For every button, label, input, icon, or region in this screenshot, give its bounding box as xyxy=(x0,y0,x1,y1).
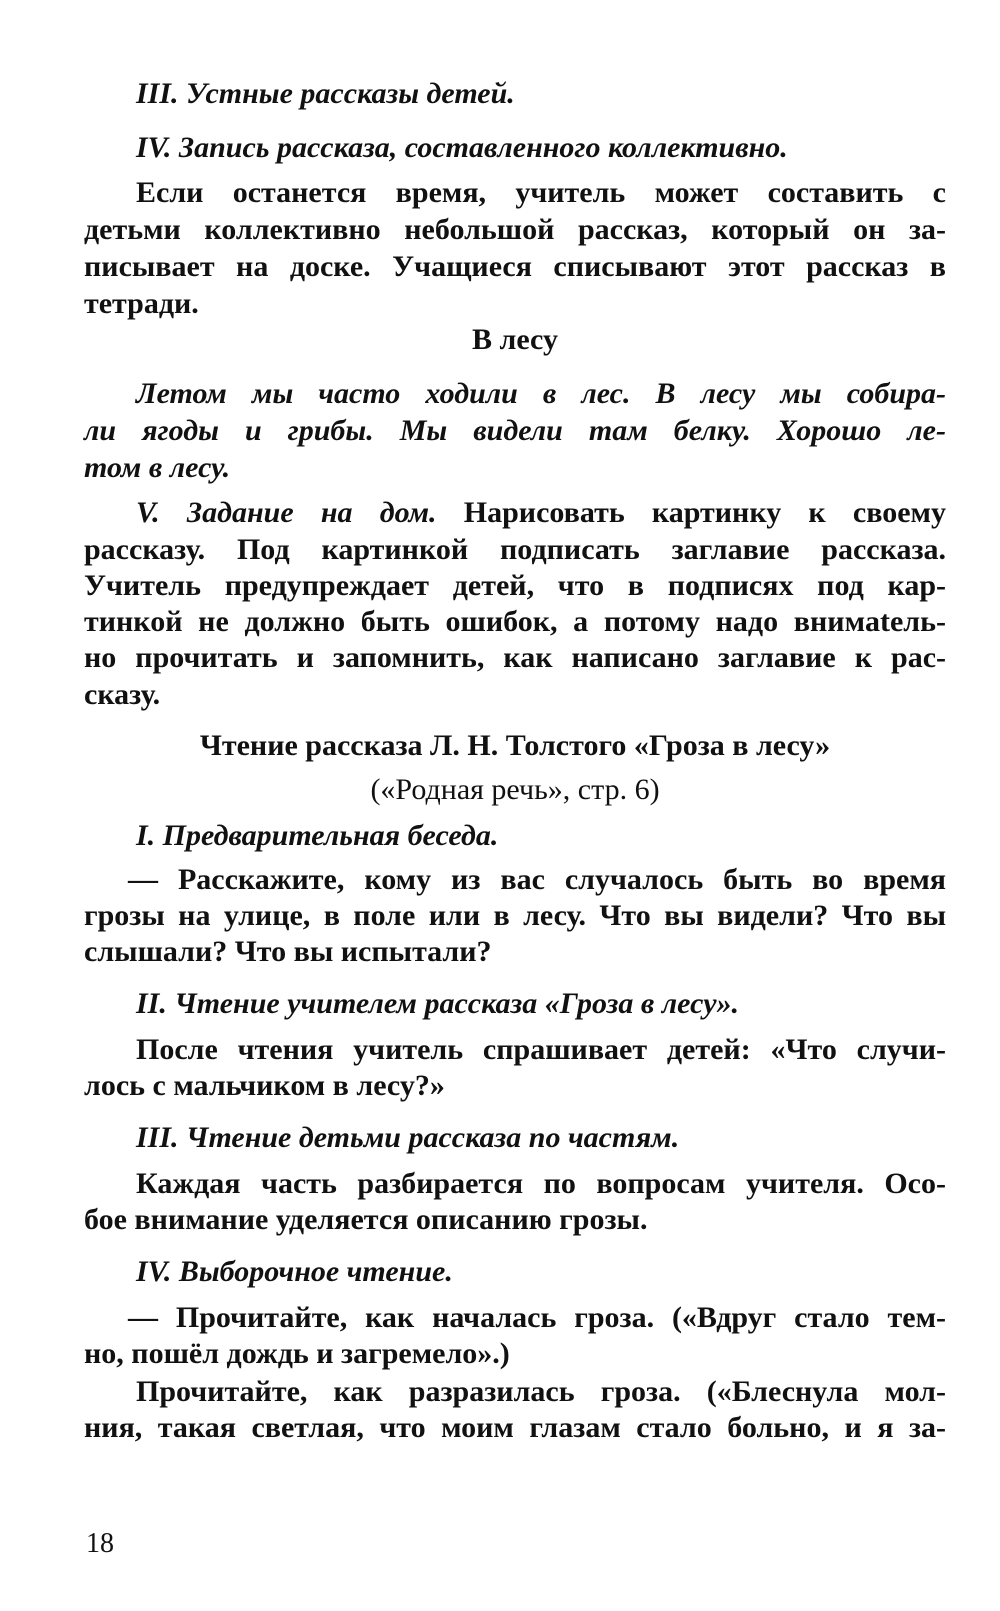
homework-line: тинкой не должно быть ошибок, а потому надо внимatель- xyxy=(84,605,946,638)
s3-heading: III. Чтение детьми рассказа по частям. xyxy=(136,1121,680,1154)
homework-line: рассказу. Под картинкой подписать заглавие рассказа. xyxy=(84,533,946,566)
para1-line: тетради. xyxy=(84,287,199,320)
heading-iv: IV. Запись рассказа, составленного коллективно. xyxy=(136,131,788,164)
homework-label: V. Задание на дом. xyxy=(136,496,437,529)
para1-line: Если останется время, учитель может составить с xyxy=(136,176,946,209)
s2-line: лось с мальчиком в лесу?» xyxy=(84,1069,445,1102)
section-source: («Родная речь», стр. 6) xyxy=(370,773,660,806)
s1-line: слышали? Что вы испытали? xyxy=(84,935,492,968)
s1-line: грозы на улице, в поле или в лесу. Что вы видели? Что вы xyxy=(84,899,946,932)
s4-line: но, пошёл дождь и загремело».) xyxy=(84,1337,510,1370)
s3-line: бое внимание уделяется описанию грозы. xyxy=(84,1203,648,1236)
s4-heading: IV. Выборочное чтение. xyxy=(136,1255,453,1288)
homework-line: сказу. xyxy=(84,678,161,711)
story-line: ли ягоды и грибы. Мы видели там белку. Хорошо ле- xyxy=(84,414,946,447)
s1-heading: I. Предварительная беседа. xyxy=(136,819,499,852)
page-number: 18 xyxy=(86,1528,114,1559)
homework-line: Учитель предупреждает детей, что в подписях под кар- xyxy=(84,569,946,602)
story-title: В лесу xyxy=(472,323,558,356)
section-title: Чтение рассказа Л. Н. Толстого «Гроза в лесу» xyxy=(199,729,831,762)
s4-line: — Прочитайте, как началась гроза. («Вдруг стало тем- xyxy=(128,1301,946,1334)
s1-line: — Расскажите, кому из вас случалось быть во время xyxy=(128,863,946,896)
story-line: том в лесу. xyxy=(84,451,231,484)
s4-line: Прочитайте, как разразилась гроза. («Блеснула мол- xyxy=(136,1375,946,1408)
homework-text: Нарисовать картинку к своему xyxy=(436,496,946,529)
s4-line: ния, такая светлая, что моим глазам стало больно, и я за- xyxy=(84,1411,946,1444)
s2-heading: II. Чтение учителем рассказа «Гроза в лесу». xyxy=(136,987,740,1020)
story-line: Летом мы часто ходили в лес. В лесу мы собира- xyxy=(136,377,946,410)
para1-line: детьми коллективно небольшой рассказ, который он за- xyxy=(84,213,946,246)
heading-iii: III. Устные рассказы детей. xyxy=(136,77,515,110)
homework-line xyxy=(136,495,946,531)
s2-line: После чтения учитель спрашивает детей: «Что случи- xyxy=(136,1033,946,1066)
homework-line: но прочитать и запомнить, как написано заглавие к рас- xyxy=(84,641,946,674)
para1-line: писывает на доске. Учащиеся списывают этот рассказ в xyxy=(84,250,946,283)
s3-line: Каждая часть разбирается по вопросам учителя. Осо- xyxy=(136,1167,946,1200)
